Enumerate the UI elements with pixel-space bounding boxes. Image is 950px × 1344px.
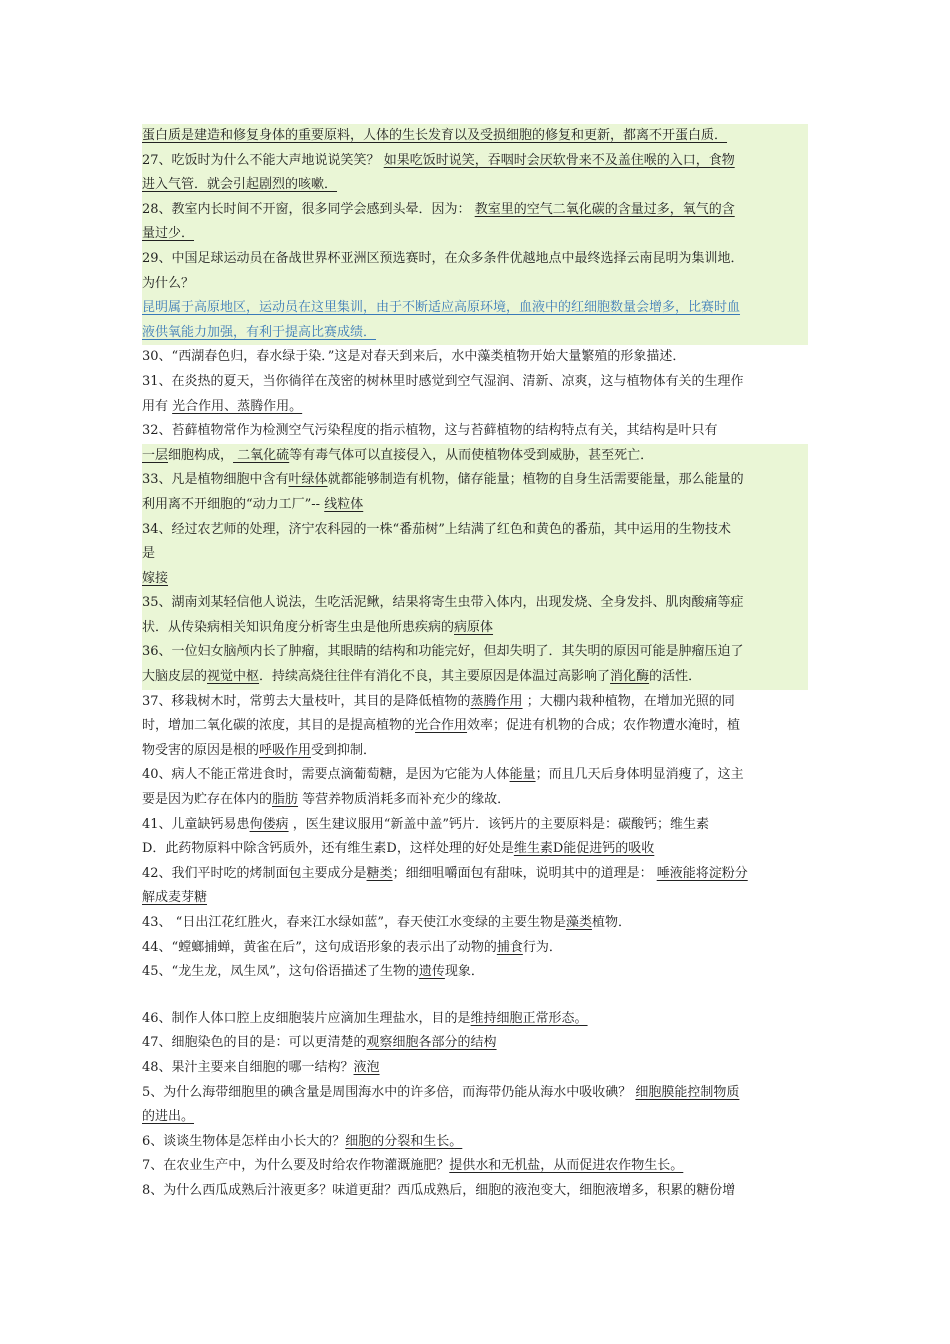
answer-text: 病原体	[454, 619, 494, 635]
text-line	[142, 444, 808, 469]
answer-text: 液泡	[353, 1059, 380, 1075]
answer-text: 维持细胞正常形态。	[470, 1010, 588, 1026]
text-line	[142, 542, 808, 567]
question-text: 大脑皮层的	[142, 669, 208, 685]
question-text: ；大棚内栽种植物，在增加光照的同	[522, 693, 735, 709]
question-text: 37、移栽树木时，常剪去大量枝叶，其目的是降低植物的	[142, 693, 471, 709]
question-text: 34、经过农艺师的处理，济宁农科园的一株“番茄树”上结满了红色和黄色的番茄，其中运用的生物技术	[142, 521, 731, 537]
text-line	[142, 1130, 808, 1155]
question-text: ；细细咀嚼面包有甜味，说明其中的道理是：	[392, 865, 657, 881]
text-line	[142, 321, 808, 346]
question-text: 要是因为贮存在体内的	[142, 792, 273, 808]
text-line	[142, 690, 808, 715]
question-text: 48、果汁主要来自细胞的哪一结构？	[142, 1059, 354, 1075]
text-line	[142, 222, 808, 247]
answer-text: 昆明属于高原地区，运动员在这里集训，由于不断适应高原环境，血液中的红细胞数量会增多，比赛时血	[142, 300, 741, 316]
question-text: 6、谈谈生物体是怎样由小长大的？	[142, 1133, 346, 1149]
question-text: 是	[142, 546, 156, 562]
text-line	[142, 616, 808, 641]
question-text: 就都能够制造有机物，储存能量；植物的自身生活需要能量，那么能量的	[327, 472, 744, 488]
text-line	[142, 1031, 808, 1056]
question-text: 31、在炎热的夏天，当你徜徉在茂密的树林里时感觉到空气湿润、清新、凉爽，这与植物体有关的生理作	[142, 373, 744, 389]
answer-text: 光合作用	[415, 718, 468, 734]
question-text: 7、在农业生产中，为什么要及时给农作物灌溉施肥？	[142, 1158, 450, 1174]
question-text: 行为．	[522, 939, 562, 955]
blank-line	[142, 985, 808, 1007]
text-line	[142, 468, 808, 493]
text-line	[142, 1154, 808, 1179]
question-text: 等营养物质消耗多而补充少的缘故．	[298, 792, 511, 808]
question-text: 效率；促进有机物的合成；农作物遭水淹时，植	[467, 718, 741, 734]
text-line	[142, 640, 808, 665]
question-text: 利用离不开细胞的“动力工厂”--	[142, 496, 325, 512]
answer-text: 脂肪	[272, 792, 299, 808]
answer-text: 能量	[509, 767, 536, 783]
text-line	[142, 591, 808, 616]
text-line	[142, 124, 808, 149]
question-text: 时，增加二氧化碳的浓度，其目的是提高植物的	[142, 718, 416, 734]
question-text: 41、儿童缺钙易患	[142, 816, 250, 832]
text-line	[142, 1081, 808, 1106]
text-line	[142, 1105, 808, 1130]
question-text: 物受害的原因是根的	[142, 742, 260, 758]
text-line	[142, 739, 808, 764]
question-text: ，医生建议服用“新盖中盖”钙片．该钙片的主要原料是：碳酸钙；维生素	[288, 816, 709, 832]
question-text: 28、教室内长时间不开窗，很多同学会感到头晕．因为：	[142, 201, 475, 217]
question-text: 47、细胞染色的目的是：可以更清楚的	[142, 1035, 367, 1051]
text-line	[142, 149, 808, 174]
text-line	[142, 345, 808, 370]
text-line	[142, 911, 808, 936]
text-line	[142, 1007, 808, 1032]
question-text: 植物．	[591, 915, 631, 930]
question-text: ；而且几天后身体明显消瘦了，这主	[535, 767, 744, 783]
answer-text: 二氧化硫	[233, 447, 290, 463]
question-text: 36、一位妇女脑颅内长了肿瘤，其眼睛的结构和功能完好，但却失明了．其失明的原因可能是肿瘤压迫了	[142, 644, 744, 660]
question-text: 40、病人不能正常进食时，需要点滴葡萄糖，是因为它能为人体	[142, 767, 510, 783]
question-text: 42、我们平时吃的烤制面包主要成分是	[142, 865, 367, 881]
answer-text: 提供水和无机盐，从而促进农作物生长。	[449, 1158, 684, 1174]
text-line	[142, 862, 808, 887]
question-text: 8、为什么西瓜成熟后汁液更多？味道更甜？西瓜成熟后，细胞的液泡变大，细胞液增多，积累的糖份增	[142, 1182, 736, 1198]
answer-text: 观察细胞各部分的结构	[366, 1035, 497, 1051]
text-line	[142, 813, 808, 838]
question-text: 为什么？	[142, 275, 195, 291]
answer-text: 光合作用、蒸腾作用。	[172, 398, 303, 414]
answer-text: 佝偻病	[249, 816, 289, 832]
question-text: 的活性．	[649, 669, 702, 685]
question-text: 5、为什么海带细胞里的碘含量是周围海水中的许多倍，而海带仍能从海水中吸收碘？	[142, 1084, 636, 1100]
question-text: 等有毒气体可以直接侵入，从而使植物体受到威胁，甚至死亡．	[289, 447, 654, 463]
answer-text: 视觉中枢	[207, 669, 260, 685]
answer-text: 叶绿体	[288, 472, 328, 488]
answer-text: 液供氧能力加强，有利于提高比赛成绩．	[142, 324, 377, 340]
text-line	[142, 296, 808, 321]
text-line	[142, 837, 808, 862]
question-text: 33、凡是植物细胞中含有	[142, 472, 289, 488]
question-text: 32、苔藓植物常作为检测空气污染程度的指示植物，这与苔藓植物的结构特点有关，其结构是叶只有	[142, 423, 718, 439]
text-line	[142, 395, 808, 420]
question-text: 27、吃饭时为什么不能大声地说说笑笑？	[142, 152, 384, 168]
text-line	[142, 419, 808, 444]
text-line	[142, 763, 808, 788]
document-body	[142, 124, 808, 1204]
text-line	[142, 173, 808, 198]
answer-text: 一层	[142, 447, 169, 463]
question-text: 现象．	[444, 964, 484, 980]
text-line	[142, 247, 808, 272]
answer-text: 细胞的分裂和生长。	[345, 1133, 463, 1149]
text-line	[142, 936, 808, 961]
answer-text: 嫁接	[142, 570, 169, 586]
text-line	[142, 518, 808, 543]
answer-text: 的进出。	[142, 1109, 195, 1125]
question-text: 35、湖南刘某轻信他人说法，生吃活泥鳅，结果将寄生虫带入体内，出现发烧、全身发抖、肌肉酸痛等症	[142, 595, 744, 611]
text-line	[142, 272, 808, 297]
text-line	[142, 714, 808, 739]
question-text: 45、“龙生龙，凤生凤”，这句俗语描述了生物的	[142, 964, 419, 980]
question-text: 46、制作人体口腔上皮细胞装片应滴加生理盐水，目的是	[142, 1010, 471, 1026]
answer-text: 呼吸作用	[259, 742, 312, 758]
question-text: 细胞构成，	[168, 447, 234, 463]
answer-text: 糖类	[366, 865, 393, 881]
answer-text: 消化酶	[610, 669, 650, 685]
answer-text: 遗传	[418, 964, 445, 980]
text-line	[142, 960, 808, 985]
answer-text: 如果吃饭时说笑，吞咽时会厌软骨来不及盖住喉的入口，食物	[383, 152, 735, 168]
answer-text: 蛋白质是建造和修复身体的重要原料，人体的生长发育以及受损细胞的修复和更新，都离不开蛋白质．	[142, 128, 728, 143]
answer-text: 细胞膜能控制物质	[635, 1084, 740, 1100]
text-line	[142, 567, 808, 592]
answer-text: 教室里的空气二氧化碳的含量过多，氧气的含	[474, 201, 735, 217]
text-line	[142, 886, 808, 911]
question-text: 状．从传染病相关知识角度分析寄生虫是他所患疾病的	[142, 619, 455, 635]
answer-text: 量过少．	[142, 226, 195, 242]
answer-text: 蒸腾作用	[470, 693, 523, 709]
question-text: 受到抑制．	[311, 742, 377, 758]
question-text: ．持续高烧往往伴有消化不良，其主要原因是体温过高影响了	[259, 669, 611, 685]
question-text: D．此药物原料中除含钙质外，还有维生素D，这样处理的好处是	[142, 841, 514, 857]
answer-text: 进入气管．就会引起剧烈的咳嗽．	[142, 177, 338, 193]
question-text: 29、中国足球运动员在备战世界杯亚洲区预选赛时，在众多条件优越地点中最终选择云南昆明为集训地．	[142, 250, 744, 266]
answer-text: 解成麦芽糖	[142, 890, 208, 906]
text-line	[142, 788, 808, 813]
question-text: 30、“西湖春色归，春水绿于染．”这是对春天到来后，水中藻类植物开始大量繁殖的形象描述．	[142, 349, 686, 365]
text-line	[142, 665, 808, 690]
answer-text: 线粒体	[324, 496, 364, 512]
text-line	[142, 493, 808, 518]
answer-text: 唾液能将淀粉分	[656, 865, 748, 881]
answer-text: 藻类	[565, 915, 592, 930]
answer-text: 维生素D能促进钙的吸收	[513, 841, 655, 857]
text-line	[142, 370, 808, 395]
text-line	[142, 1179, 808, 1204]
answer-text: 捕食	[496, 939, 523, 955]
question-text: 43、 “日出江花红胜火，春来江水绿如蓝”，春天使江水变绿的主要生物是	[142, 915, 566, 930]
question-text: 用有	[142, 398, 173, 414]
text-line	[142, 1056, 808, 1081]
text-line	[142, 198, 808, 223]
question-text: 44、“螳螂捕蝉，黄雀在后”，这句成语形象的表示出了动物的	[142, 939, 497, 955]
